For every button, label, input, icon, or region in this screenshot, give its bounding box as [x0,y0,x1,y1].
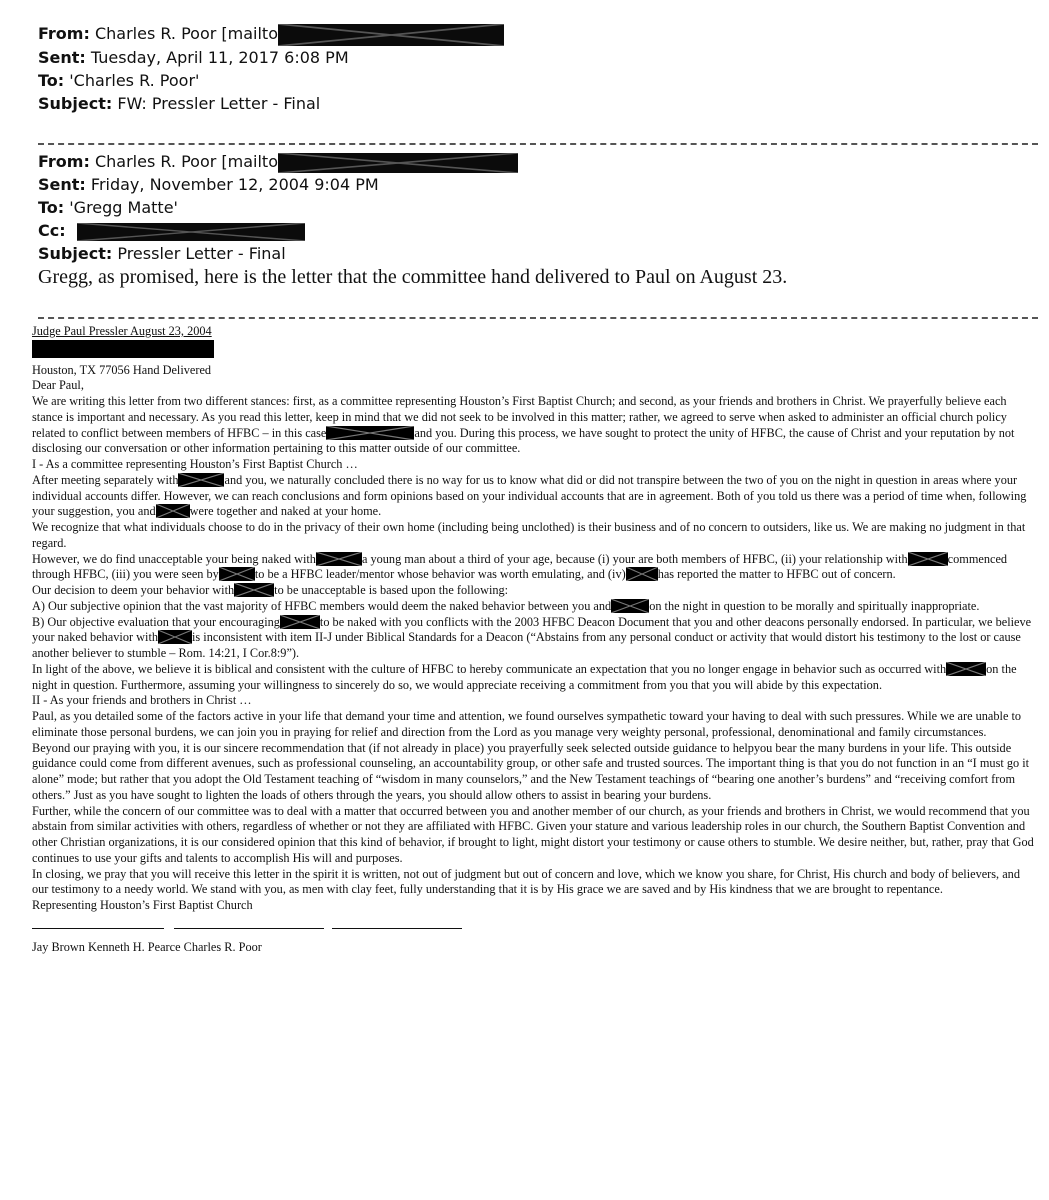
redaction [611,599,649,613]
redaction [326,426,414,440]
letter-signatories: Jay Brown Kenneth H. Pearce Charles R. Poor [32,939,262,954]
to-line: To: 'Charles R. Poor' [38,70,200,90]
from-line: From: Charles R. Poor [mailto [38,150,518,173]
letter-address: Houston, TX 77056 Hand Delivered [32,362,212,377]
sent-line: Sent: Tuesday, April 11, 2017 6:08 PM [38,47,349,67]
redaction [946,662,986,676]
paragraph: Our decision to deem your behavior with to be unacceptable is based upon the following: [32,583,509,597]
intro-text: Gregg, as promised, here is the letter that the committee hand delivered to Paul on August 23. [38,266,788,288]
redaction [280,615,320,629]
redaction [278,153,518,173]
to-line: To: 'Gregg Matte' [38,198,178,217]
paragraph: We are writing this letter from two different stances: first, as a committee representing Houston’s First Baptist Church; and second, as your friends and brothers in Christ. We prayerfully believe each stance is important and necessary. As you read this letter, keep in mind that we did not seek to be involved in this matter; rather, we agreed to serve when asked to administer an official church policy related to conflict between members of HFBC – in this case and you. During this process, we have sought to protect the unity of HFBC, the cause of Christ and your reputation by not disclosing our conversation or other information pertaining to this matter outside of our committee. [32,394,1015,456]
paragraph: We recognize that what individuals choose to do in the privacy of their own home (including being unclothed) is their business and of no concern to outsiders, like us. We are making no judgment in that regard. [32,520,1026,550]
divider [38,317,1038,319]
paragraph: Beyond our praying with you, it is our sincere recommendation that (if not already in place) you prayerfully seek selected outside guidance to helpyou bear the many burdens in your life. This outside guidance could come from different avenues, such as professional counseling, an accountability group, or other safe and trusted sources. The important thing is that you do not function in an “I must go it alone” mode; but rather that you adopt the Old Testament teaching of “wisdom in many counselors,” and the New Testament teachings of “bearing one another’s burdens” and “receiving comfort from others.” Just as you have sought to lighten the loads of others through the years, you should allow others to assist in bearing your burdens. [32,740,1030,802]
divider [38,143,1038,145]
redaction [32,340,214,358]
paragraph: In light of the above, we believe it is biblical and consistent with the culture of HFBC to hereby communicate an expectation that you no longer engage in behavior such as occurred with on the night in question. Furthermore, assuming your willingness to sincerely do so, we would appreciate receiving a commitment from you that you will abide by this expectation. [32,661,1017,692]
redaction [626,567,658,581]
letter-body [32,324,1037,956]
paragraph: However, we do find unacceptable your being naked with a young man about a third of your age, because (i) your are both members of HFBC, (ii) your relationship with commenced through HFBC, (iii) you were seen by to be a HFBC leader/mentor whose behavior was worth emulating, and (iv) has reported the matter to HFBC out of concern. [32,551,1008,582]
email-header-2 [38,150,518,265]
redaction [908,552,948,566]
letter-addressee: Judge Paul Pressler August 23, 2004 [32,324,212,338]
paragraph: Further, while the concern of our committee was to deal with a matter that occurred between you and another member of our church, as your friends and brothers in Christ, we would recommend that you abstain from similar activities with others, regardless of whether or not they are affiliated with HFBC. Given your stature and various leadership roles in our church, the Southern Baptist Convention and other Christian organizations, it is our considered opinion that this kind of behavior, if brought to light, might distort your testimony or cause others to stumble. We desire neither, but, rather, pray that God continues to use your gifts and talents to accomplish His will and purposes. [32,803,1034,865]
redaction [316,552,362,566]
redacted-address-line [32,340,1037,363]
sent-line: Sent: Friday, November 12, 2004 9:04 PM [38,175,379,194]
paragraph: In closing, we pray that you will receive this letter in the spirit it is written, not out of judgment but out of concern and love, which we know you share, for Christ, His church and body of believers, and our testimony to a needy world. We stand with you, as men with clay feet, fully understanding that it is by His grace we are saved and by His kindness that we are brought to repentance. [32,866,1020,897]
from-line: From: Charles R. Poor [mailto [38,22,504,46]
paragraph: A) Our subjective opinion that the vast majority of HFBC members would deem the naked behavior between you and on the night in question to be morally and spiritually inappropriate. [32,598,980,613]
redaction [156,504,190,518]
redaction [219,567,255,581]
letter-salutation: Dear Paul, [32,378,84,393]
subject-line: Subject: FW: Pressler Letter - Final [38,93,321,113]
redaction [158,630,192,644]
paragraph: Paul, as you detailed some of the factors active in your life that demand your time and attention, we found ourselves sympathetic toward your having to deal with such pressures. While we are unable to eliminate those personal burdens, we can join you in praying for relief and direction from the Lord as you manage very weighty personal, professional, denominational and family circumstances. [32,709,1022,739]
letter-closing: Representing Houston’s First Baptist Church [32,898,253,912]
paragraph: After meeting separately with and you, we naturally concluded there is no way for us to know what did or did not transpire between the two of you on the night in question in areas where your individual accounts differ. However, we can reach conclusions and form opinions based on your individual accounts that are in agreement. Both of you told us there was a period of time when, following your suggestion, you and were together and naked at your home. [32,472,1027,519]
redaction [278,24,504,46]
redaction [77,223,305,241]
paragraph: B) Our objective evaluation that your encouraging to be naked with you conflicts with the 2003 HFBC Deacon Document that you and other deacons personally endorsed. In particular, we believe your naked behavior with is inconsistent with item II-J under Biblical Standards for a Deacon (“Abstains from any personal conduct or activity that would distort his testimony to the lost or cause another believer to stumble – Rom. 14:21, I Cor.8:9”). [32,614,1032,660]
subject-line: Subject: Pressler Letter - Final [38,244,286,263]
signature-lines [32,924,1037,934]
redaction [178,473,224,487]
redaction [234,583,274,597]
cc-line: Cc: [38,219,518,242]
email-header-1 [38,22,504,115]
section-heading: II - As your friends and brothers in Christ … [32,693,252,708]
section-heading: I - As a committee representing Houston’s First Baptist Church … [32,457,358,471]
